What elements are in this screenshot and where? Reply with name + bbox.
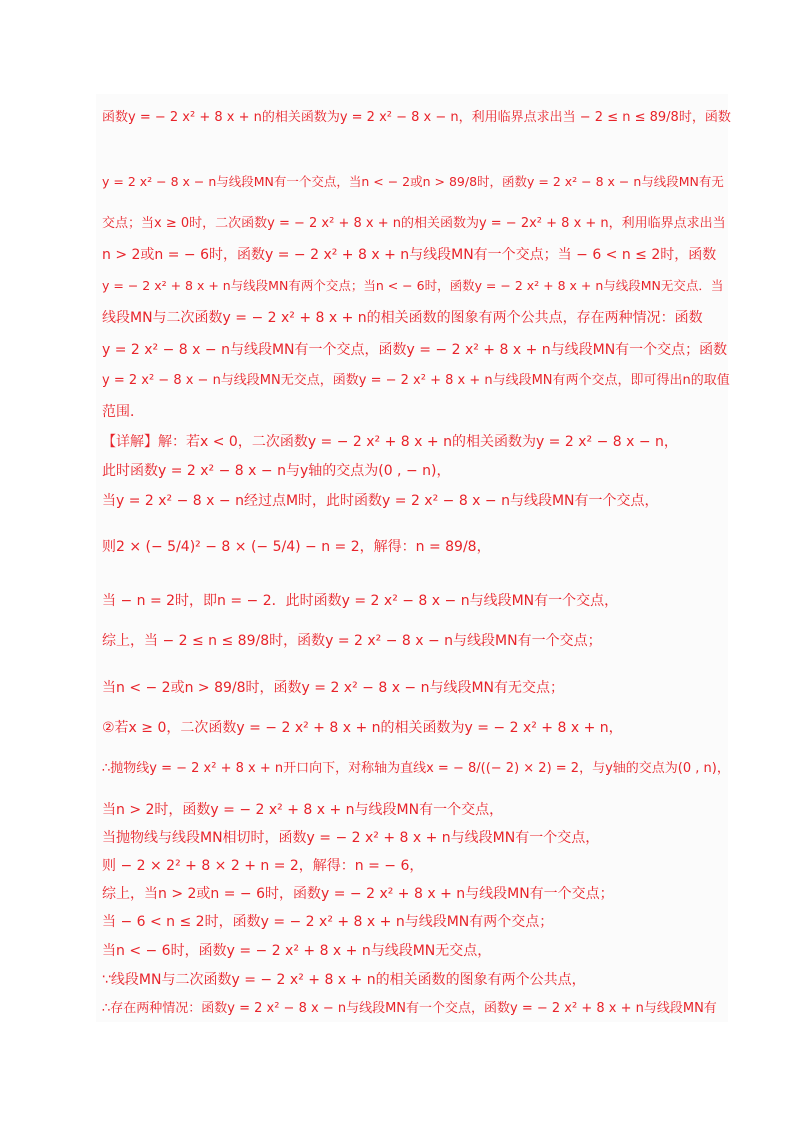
doc-line-2: y = 2 x² − 8 x − n与线段MN有一个交点，当n < − 2或n > 89/8时，函数y = 2 x² − 8 x − n与线段MN有无 — [102, 174, 724, 189]
doc-line-4: n > 2或n = − 6时，函数y = − 2 x² + 8 x + n与线段MN有一个交点；当 − 6 < n ≤ 2时，函数 — [102, 247, 717, 263]
doc-line-20: 当抛物线与线段MN相切时，函数y = − 2 x² + 8 x + n与线段MN有一个交点， — [102, 830, 600, 846]
doc-line-8: y = 2 x² − 8 x − n与线段MN无交点，函数y = − 2 x² + 8 x + n与线段MN有两个交点，即可得出n的取值 — [102, 373, 730, 388]
doc-line-1: 函数y = − 2 x² + 8 x + n的相关函数为y = 2 x² − 8 x − n，利用临界点求出当 − 2 ≤ n ≤ 89/8时，函数 — [102, 110, 731, 125]
doc-line-6: 线段MN与二次函数y = − 2 x² + 8 x + n的相关函数的图象有两个公共点，存在两种情况：函数 — [102, 310, 703, 326]
doc-line-25: ∵线段MN与二次函数y = − 2 x² + 8 x + n的相关函数的图象有两个公共点， — [102, 972, 586, 988]
doc-line-21: 则 − 2 × 2² + 8 × 2 + n = 2，解得：n = − 6， — [102, 858, 424, 874]
doc-line-19: 当n > 2时，函数y = − 2 x² + 8 x + n与线段MN有一个交点， — [102, 802, 504, 818]
doc-line-12: 当y = 2 x² − 8 x − n经过点M时，此时函数y = 2 x² − 8 x − n与线段MN有一个交点， — [102, 493, 659, 509]
doc-line-11: 此时函数y = 2 x² − 8 x − n与y轴的交点为(0 , − n)， — [102, 463, 451, 479]
doc-line-3: 交点；当x ≥ 0时，二次函数y = − 2 x² + 8 x + n的相关函数为y = − 2x² + 8 x + n，利用临界点求出当 — [102, 216, 726, 231]
doc-line-18: ∴抛物线y = − 2 x² + 8 x + n开口向下，对称轴为直线x = − 8/((− 2) × 2) = 2，与y轴的交点为(0 , n)， — [102, 761, 730, 776]
doc-line-9: 范围． — [102, 404, 144, 420]
doc-line-15: 综上，当 − 2 ≤ n ≤ 89/8时，函数y = 2 x² − 8 x − n与线段MN有一个交点； — [102, 633, 602, 649]
doc-line-26: ∴存在两种情况：函数y = 2 x² − 8 x − n与线段MN有一个交点，函数y = − 2 x² + 8 x + n与线段MN有 — [102, 1001, 717, 1016]
doc-line-5: y = − 2 x² + 8 x + n与线段MN有两个交点；当n < − 6时，函数y = − 2 x² + 8 x + n与线段MN无交点．当 — [102, 278, 724, 293]
doc-line-14: 当 − n = 2时，即n = − 2．此时函数y = 2 x² − 8 x − n与线段MN有一个交点， — [102, 593, 619, 609]
doc-line-23: 当 − 6 < n ≤ 2时，函数y = − 2 x² + 8 x + n与线段MN有两个交点； — [102, 914, 554, 930]
doc-line-7: y = 2 x² − 8 x − n与线段MN有一个交点，函数y = − 2 x² + 8 x + n与线段MN有一个交点；函数 — [102, 342, 728, 358]
doc-line-16: 当n < − 2或n > 89/8时，函数y = 2 x² − 8 x − n与线段MN有无交点； — [102, 680, 565, 696]
doc-line-10: 【详解】解：若x < 0，二次函数y = − 2 x² + 8 x + n的相关函数为y = 2 x² − 8 x − n， — [102, 434, 678, 450]
doc-line-24: 当n < − 6时，函数y = − 2 x² + 8 x + n与线段MN无交点， — [102, 943, 492, 959]
doc-line-22: 综上，当n > 2或n = − 6时，函数y = − 2 x² + 8 x + n与线段MN有一个交点； — [102, 886, 614, 902]
doc-line-17: ②若x ≥ 0，二次函数y = − 2 x² + 8 x + n的相关函数为y = − 2 x² + 8 x + n， — [102, 720, 623, 736]
doc-line-13: 则2 × (− 5/4)² − 8 × (− 5/4) − n = 2，解得：n = 89/8， — [102, 539, 491, 555]
